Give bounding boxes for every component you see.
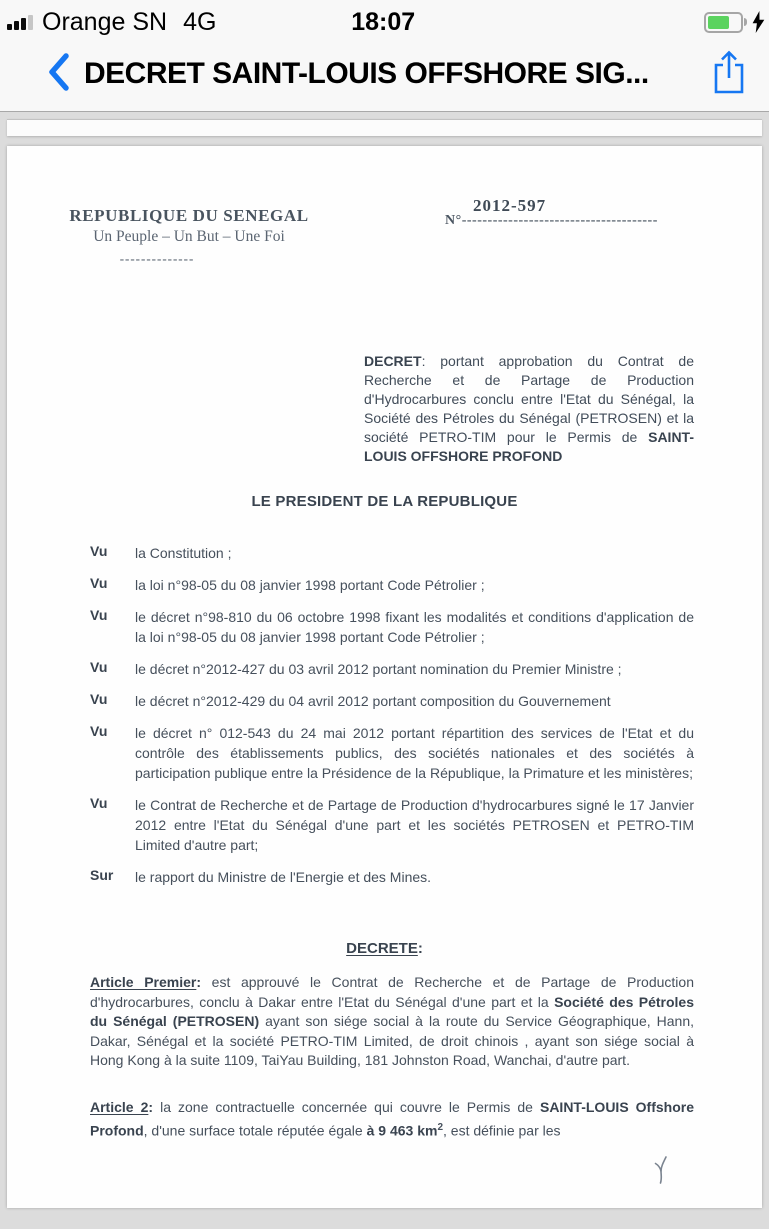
article-premier-paragraph: Article Premier: est approuvé le Contrat de Recherche et de Partage de Production d'hydrocarbures, conclu à Dakar entre l'Etat du Sénégal d'une part et la Société des Pétroles du Sénégal (PETROSEN) ayant son siége social à la route du Service Géographique, Hann, Dakar, Sénégal et la société PETRO-TIM Limited, de droit chinois , ayant son siége social à Hong Kong à la suite 1109, TaiYau Building, 181 Johnston Road, Wanchai, d'autre part. [90, 974, 694, 1068]
chevron-left-icon [47, 52, 71, 97]
letterhead [65, 206, 313, 267]
previous-page-edge [7, 119, 762, 136]
citation-row: Vu le décret n°2012-429 du 04 avril 2012 portant composition du Gouvernement [90, 691, 611, 709]
president-heading: LE PRESIDENT DE LA REPUBLIQUE [251, 493, 518, 510]
country-name: REPUBLIQUE DU SENEGAL [69, 206, 309, 225]
clock: 18:07 [351, 7, 416, 36]
decree-number-block [445, 196, 670, 229]
citation-row: Vu le Contrat de Recherche et de Partage de Production d'hydrocarbures signé le 17 Janvier 2012 entre l'Etat du Sénégal d'une part et les sociétés PETROSEN et PETRO-TIM Limited d'autre part; [90, 795, 694, 853]
decree-label: DECRET [364, 353, 422, 369]
article-2-paragraph: Article 2: la zone contractuelle concernée qui couvre le Permis de SAINT-LOUIS Offshore Profond, d'une surface totale réputée égale à 9 463 $km^2$, est définie par les [90, 1099, 695, 1139]
battery-icon [704, 12, 743, 33]
status-right [704, 11, 765, 33]
citation-row: Vu le décret n° 012-543 du 24 mai 2012 portant répartition des services de l'Etat et du contrôle des établissements publics, des sociétés nationales et des sociétés à participation publique entre la Présidence de la République, la Primature et les ministères; [90, 723, 694, 781]
navigation-bar [0, 44, 769, 110]
carrier-label: Orange SN [42, 7, 168, 36]
share-icon [711, 49, 747, 100]
cellular-signal-icon [7, 15, 33, 30]
status-left [7, 8, 216, 37]
back-button[interactable] [47, 52, 71, 97]
decrete-heading: DECRETE: [346, 940, 423, 957]
permit-name: SAINT-LOUIS OFFSHORE PROFOND [364, 429, 694, 464]
citation-row: Vu la loi n°98-05 du 08 janvier 1998 portant Code Pétrolier ; [90, 575, 485, 593]
decree-subject-paragraph: DECRET: portant approbation du Contrat de Recherche et de Partage de Production d'Hydrocarbures conclu entre l'Etat du Sénégal, la Société des Pétroles du Sénégal (PETROSEN) et la société PETRO-TIM pour le Permis de SAINT-LOUIS OFFSHORE PROFOND [364, 353, 695, 464]
top-chrome [0, 0, 769, 112]
article-premier-label: Article Premier [90, 974, 197, 990]
status-bar [0, 0, 769, 44]
document-page [7, 146, 762, 1208]
article-2-label: Article 2 [90, 1099, 149, 1115]
national-motto: Un Peuple – Un But – Une Foi [93, 228, 285, 245]
citation-row: Vu le décret n°2012-427 du 03 avril 2012 portant nomination du Premier Ministre ; [90, 659, 622, 677]
decree-number-line: N°-------------------------------------- [445, 213, 658, 228]
network-type-label: 4G [183, 7, 217, 36]
decree-number: 2012-597 [473, 196, 547, 215]
citation-row: Vu la Constitution ; [90, 543, 232, 561]
handwritten-paraph-mark [652, 1154, 674, 1191]
document-scroll-area[interactable] [0, 113, 769, 1229]
citation-row: Sur le rapport du Ministre de l'Energie et des Mines. [90, 867, 432, 885]
citation-row: Vu le décret n°98-810 du 06 octobre 1998 fixant les modalités et conditions d'application de la loi n°98-05 du 08 janvier 1998 portant Code Pétrolier ; [90, 607, 694, 645]
citations-list [90, 543, 694, 899]
share-button[interactable] [711, 49, 747, 100]
battery-cap [744, 18, 747, 26]
charging-bolt-icon [752, 11, 765, 33]
document-title: DECRET SAINT-LOUIS OFFSHORE SIG... [84, 57, 649, 90]
letterhead-divider: -------------- [119, 251, 195, 266]
